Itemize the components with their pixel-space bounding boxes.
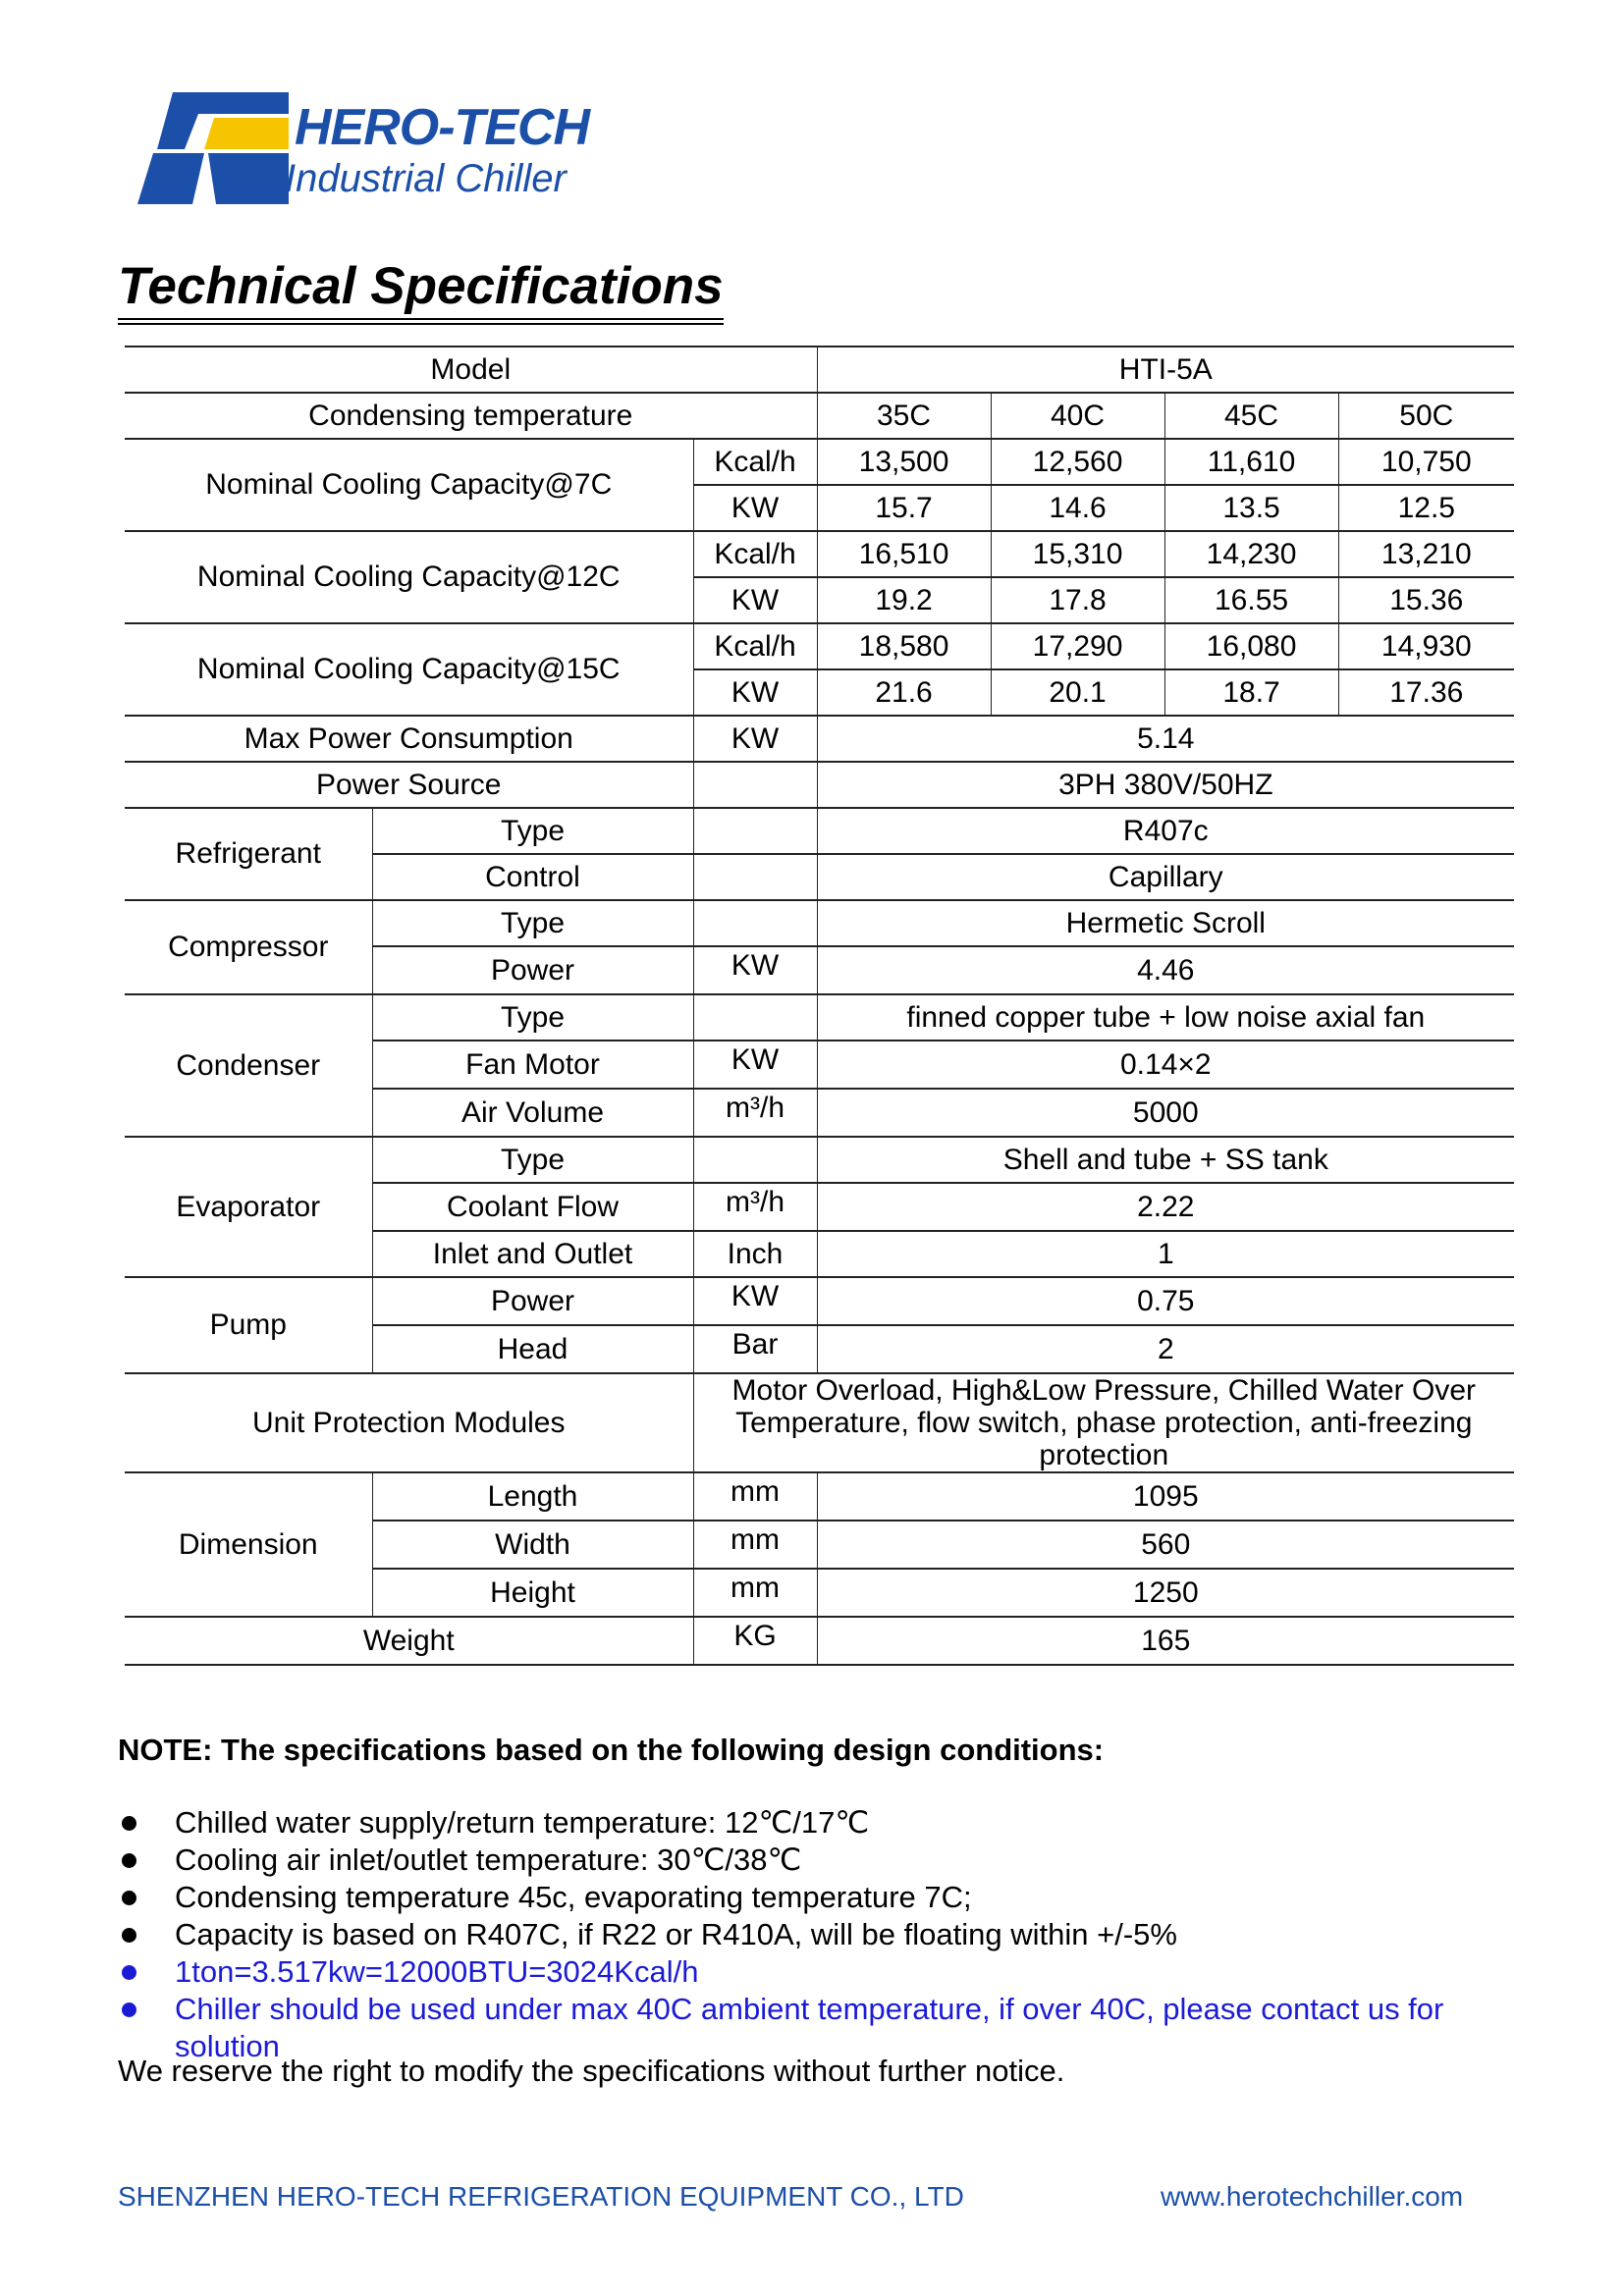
refrigerant-type-row [125, 808, 1514, 854]
weight-value: 165 [817, 1617, 1514, 1665]
condenser-type-row [125, 994, 1514, 1041]
sub-label: Control [372, 854, 693, 900]
unit-cell [693, 854, 817, 900]
value-cell: 16,510 [817, 531, 991, 577]
max-power-value: 5.14 [817, 716, 1514, 762]
compressor-type-row [125, 900, 1514, 946]
compressor-label: Compressor [125, 900, 372, 994]
condensing-row [125, 393, 1514, 439]
value-cell: 14,930 [1338, 623, 1514, 669]
value-cell: 560 [817, 1521, 1514, 1569]
value-cell: R407c [817, 808, 1514, 854]
value-cell: 10,750 [1338, 439, 1514, 485]
sub-label: Inlet and Outlet [372, 1231, 693, 1277]
unit-cell [693, 1137, 817, 1183]
sub-label: Type [372, 808, 693, 854]
unit-cell: mm [693, 1472, 817, 1521]
capacity-label: Nominal Cooling Capacity@12C [125, 531, 693, 623]
sub-label: Type [372, 900, 693, 946]
unit-cell: Kcal/h [693, 623, 817, 669]
sub-label: Type [372, 994, 693, 1041]
sub-label: Length [372, 1472, 693, 1521]
weight-label: Weight [125, 1617, 693, 1665]
sub-label: Air Volume [372, 1089, 693, 1137]
dimension-label: Dimension [125, 1472, 372, 1617]
unit-cell [693, 762, 817, 808]
value-cell: 16,080 [1164, 623, 1338, 669]
unit-cell: KG [693, 1617, 817, 1665]
page-title: Technical Specifications [118, 257, 724, 325]
power-source-value: 3PH 380V/50HZ [817, 762, 1514, 808]
value-cell: 15,310 [991, 531, 1164, 577]
condensing-temp: 40C [991, 393, 1164, 439]
evaporator-type-row [125, 1137, 1514, 1183]
unit-cell [693, 900, 817, 946]
value-cell: 12.5 [1338, 485, 1514, 531]
list-item: Cooling air inlet/outlet temperature: 30℃/38℃ [118, 1842, 1492, 1879]
list-item: Chilled water supply/return temperature: 12℃/17℃ [118, 1804, 1492, 1842]
hero-tech-logo-icon [135, 90, 293, 206]
value-cell: finned copper tube + low noise axial fan [817, 994, 1514, 1041]
value-cell: 13.5 [1164, 485, 1338, 531]
unit-cell [693, 808, 817, 854]
condenser-label: Condenser [125, 994, 372, 1137]
value-cell: 18.7 [1164, 669, 1338, 716]
power-source-row [125, 762, 1514, 808]
pump-label: Pump [125, 1277, 372, 1373]
value-cell: 12,560 [991, 439, 1164, 485]
footer-website-link[interactable]: www.herotechchiller.com [1161, 2181, 1464, 2212]
value-cell: 0.14×2 [817, 1041, 1514, 1089]
value-cell: 1250 [817, 1569, 1514, 1617]
value-cell: 19.2 [817, 577, 991, 623]
brand-subtitle: Industrial Chiller [285, 157, 567, 200]
model-value: HTI-5A [817, 347, 1514, 393]
list-item: 1ton=3.517kw=12000BTU=3024Kcal/h [118, 1953, 1492, 1991]
unit-cell: mm [693, 1569, 817, 1617]
value-cell: 16.55 [1164, 577, 1338, 623]
unit-cell: KW [693, 946, 817, 994]
unit-cell: Kcal/h [693, 439, 817, 485]
power-source-label: Power Source [125, 762, 693, 808]
list-item: Condensing temperature 45c, evaporating temperature 7C; [118, 1879, 1492, 1916]
max-power-row [125, 716, 1514, 762]
unit-cell: KW [693, 1041, 817, 1089]
value-cell: 0.75 [817, 1277, 1514, 1325]
value-cell: 4.46 [817, 946, 1514, 994]
weight-row [125, 1617, 1514, 1665]
value-cell: 13,210 [1338, 531, 1514, 577]
value-cell: 13,500 [817, 439, 991, 485]
unit-cell: m³/h [693, 1089, 817, 1137]
sub-label: Head [372, 1325, 693, 1373]
protection-label: Unit Protection Modules [125, 1373, 693, 1472]
sub-label: Fan Motor [372, 1041, 693, 1089]
value-cell: 2 [817, 1325, 1514, 1373]
condensing-temp: 45C [1164, 393, 1338, 439]
value-cell: 15.7 [817, 485, 991, 531]
spec-table [125, 346, 1514, 1666]
condensing-temp: 35C [817, 393, 991, 439]
protection-value: Motor Overload, High&Low Pressure, Chilled Water Over Temperature, flow switch, phase protection, anti-freezing protection [693, 1373, 1514, 1472]
unit-cell: Bar [693, 1325, 817, 1373]
capacity-label: Nominal Cooling Capacity@7C [125, 439, 693, 531]
capacity-12c-kcal-row [125, 531, 1514, 577]
value-cell: 14.6 [991, 485, 1164, 531]
value-cell: 5000 [817, 1089, 1514, 1137]
value-cell: 17,290 [991, 623, 1164, 669]
condensing-label: Condensing temperature [125, 393, 817, 439]
protection-row [125, 1373, 1514, 1472]
value-cell: 17.8 [991, 577, 1164, 623]
dimension-length-row [125, 1472, 1514, 1521]
sub-label: Power [372, 1277, 693, 1325]
value-cell: 14,230 [1164, 531, 1338, 577]
sub-label: Width [372, 1521, 693, 1569]
value-cell: 17.36 [1338, 669, 1514, 716]
sub-label: Coolant Flow [372, 1183, 693, 1231]
value-cell: Hermetic Scroll [817, 900, 1514, 946]
capacity-7c-kcal-row [125, 439, 1514, 485]
condensing-temp: 50C [1338, 393, 1514, 439]
footer-company: SHENZHEN HERO-TECH REFRIGERATION EQUIPMENT CO., LTD [118, 2181, 964, 2212]
unit-cell: KW [693, 1277, 817, 1325]
value-cell: 1095 [817, 1472, 1514, 1521]
value-cell: 1 [817, 1231, 1514, 1277]
value-cell: 15.36 [1338, 577, 1514, 623]
unit-cell: KW [693, 577, 817, 623]
model-label: Model [125, 347, 817, 393]
unit-cell: KW [693, 716, 817, 762]
value-cell: 18,580 [817, 623, 991, 669]
unit-cell: KW [693, 485, 817, 531]
model-row [125, 347, 1514, 393]
unit-cell: mm [693, 1521, 817, 1569]
brand-name: HERO-TECH [295, 99, 590, 156]
note-heading: NOTE: The specifications based on the following design conditions: [118, 1733, 1105, 1767]
value-cell: Shell and tube + SS tank [817, 1137, 1514, 1183]
sub-label: Height [372, 1569, 693, 1617]
sub-label: Type [372, 1137, 693, 1183]
value-cell: Capillary [817, 854, 1514, 900]
unit-cell [693, 994, 817, 1041]
refrigerant-label: Refrigerant [125, 808, 372, 900]
value-cell: 21.6 [817, 669, 991, 716]
value-cell: 11,610 [1164, 439, 1338, 485]
max-power-label: Max Power Consumption [125, 716, 693, 762]
capacity-label: Nominal Cooling Capacity@15C [125, 623, 693, 716]
unit-cell: Inch [693, 1231, 817, 1277]
capacity-15c-kcal-row [125, 623, 1514, 669]
evaporator-label: Evaporator [125, 1137, 372, 1277]
value-cell: 20.1 [991, 669, 1164, 716]
unit-cell: m³/h [693, 1183, 817, 1231]
reserve-note: We reserve the right to modify the specifications without further notice. [118, 2054, 1065, 2088]
pump-power-row [125, 1277, 1514, 1325]
list-item: Chiller should be used under max 40C ambient temperature, if over 40C, please contact us for solution [118, 1991, 1492, 2065]
note-list [118, 1804, 1492, 2065]
value-cell: 2.22 [817, 1183, 1514, 1231]
unit-cell: Kcal/h [693, 531, 817, 577]
sub-label: Power [372, 946, 693, 994]
unit-cell: KW [693, 669, 817, 716]
list-item: Capacity is based on R407C, if R22 or R410A, will be floating within +/-5% [118, 1916, 1492, 1953]
